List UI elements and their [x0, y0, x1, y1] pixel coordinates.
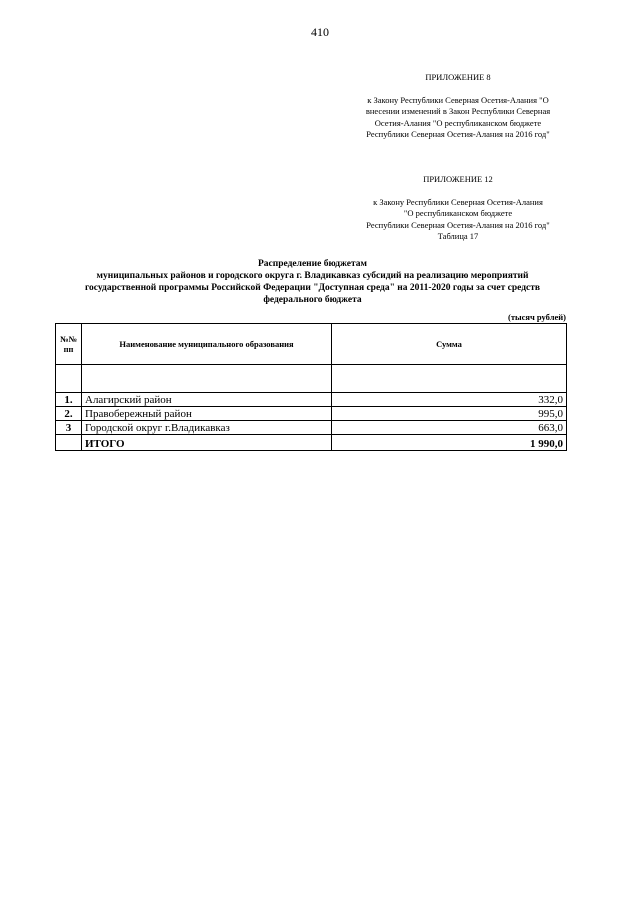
table-number: Таблица 17: [437, 231, 479, 241]
subsidy-table: [55, 323, 567, 451]
row-num: 2.: [56, 407, 82, 421]
total-label: ИТОГО: [82, 435, 332, 451]
header-amount: Сумма: [332, 324, 567, 365]
header-num: №№ пп: [56, 324, 82, 365]
annex-8-line: Республики Северная Осетия-Алания на 2016 год": [366, 129, 550, 139]
annex-8-line: внесении изменений в Закон Республики Северная: [365, 106, 551, 116]
title-line: государственной программы Российской Федерации "Доступная среда" на 2011-2020 годы за счет средств: [84, 283, 541, 293]
header-name: Наименование муниципального образования: [82, 324, 332, 365]
table-row: [56, 393, 567, 407]
page-number: 410: [311, 25, 329, 39]
annex-8-line: к Закону Республики Северная Осетия-Алания "О: [367, 94, 549, 105]
annex-12-line: Республики Северная Осетия-Алания на 2016 год": [366, 219, 550, 230]
annex-12-header: [348, 174, 568, 243]
table-spacer-row: [56, 365, 567, 393]
title-line: федерального бюджета: [263, 295, 362, 305]
annex-8-line: Осетия-Алания "О республиканском бюджете: [374, 117, 542, 128]
title-line: Распределение бюджетам: [258, 259, 367, 269]
annex-12-line: "О республиканском бюджете: [403, 208, 513, 218]
table-row: [56, 421, 567, 435]
table-total-row: [56, 435, 567, 451]
title-line: муниципальных районов и городского округа г. Владикавказ субсидий на реализацию мероприятий: [96, 271, 529, 281]
annex-8-heading: ПРИЛОЖЕНИЕ 8: [425, 72, 491, 82]
row-amount: 332,0: [332, 393, 567, 407]
row-num: 3: [56, 421, 82, 435]
table-row: [56, 407, 567, 421]
row-name: Алагирский район: [82, 393, 332, 407]
spacer-cell: [332, 365, 567, 393]
row-amount: 995,0: [332, 407, 567, 421]
row-name: Правобережный район: [82, 407, 332, 421]
row-num: 1.: [56, 393, 82, 407]
row-amount: 663,0: [332, 421, 567, 435]
annex-12-line: к Закону Республики Северная Осетия-Алания: [373, 196, 543, 207]
spacer-cell: [82, 365, 332, 393]
row-name: Городской округ г.Владикавказ: [82, 421, 332, 435]
spacer-cell: [56, 365, 82, 393]
annex-8-header: [348, 72, 568, 141]
document-title: [55, 258, 570, 306]
total-amount: 1 990,0: [332, 435, 567, 451]
table-header-row: [56, 324, 567, 365]
unit-label: (тысяч рублей): [508, 312, 566, 322]
total-num-cell: [56, 435, 82, 451]
annex-12-heading: ПРИЛОЖЕНИЕ 12: [423, 174, 493, 184]
